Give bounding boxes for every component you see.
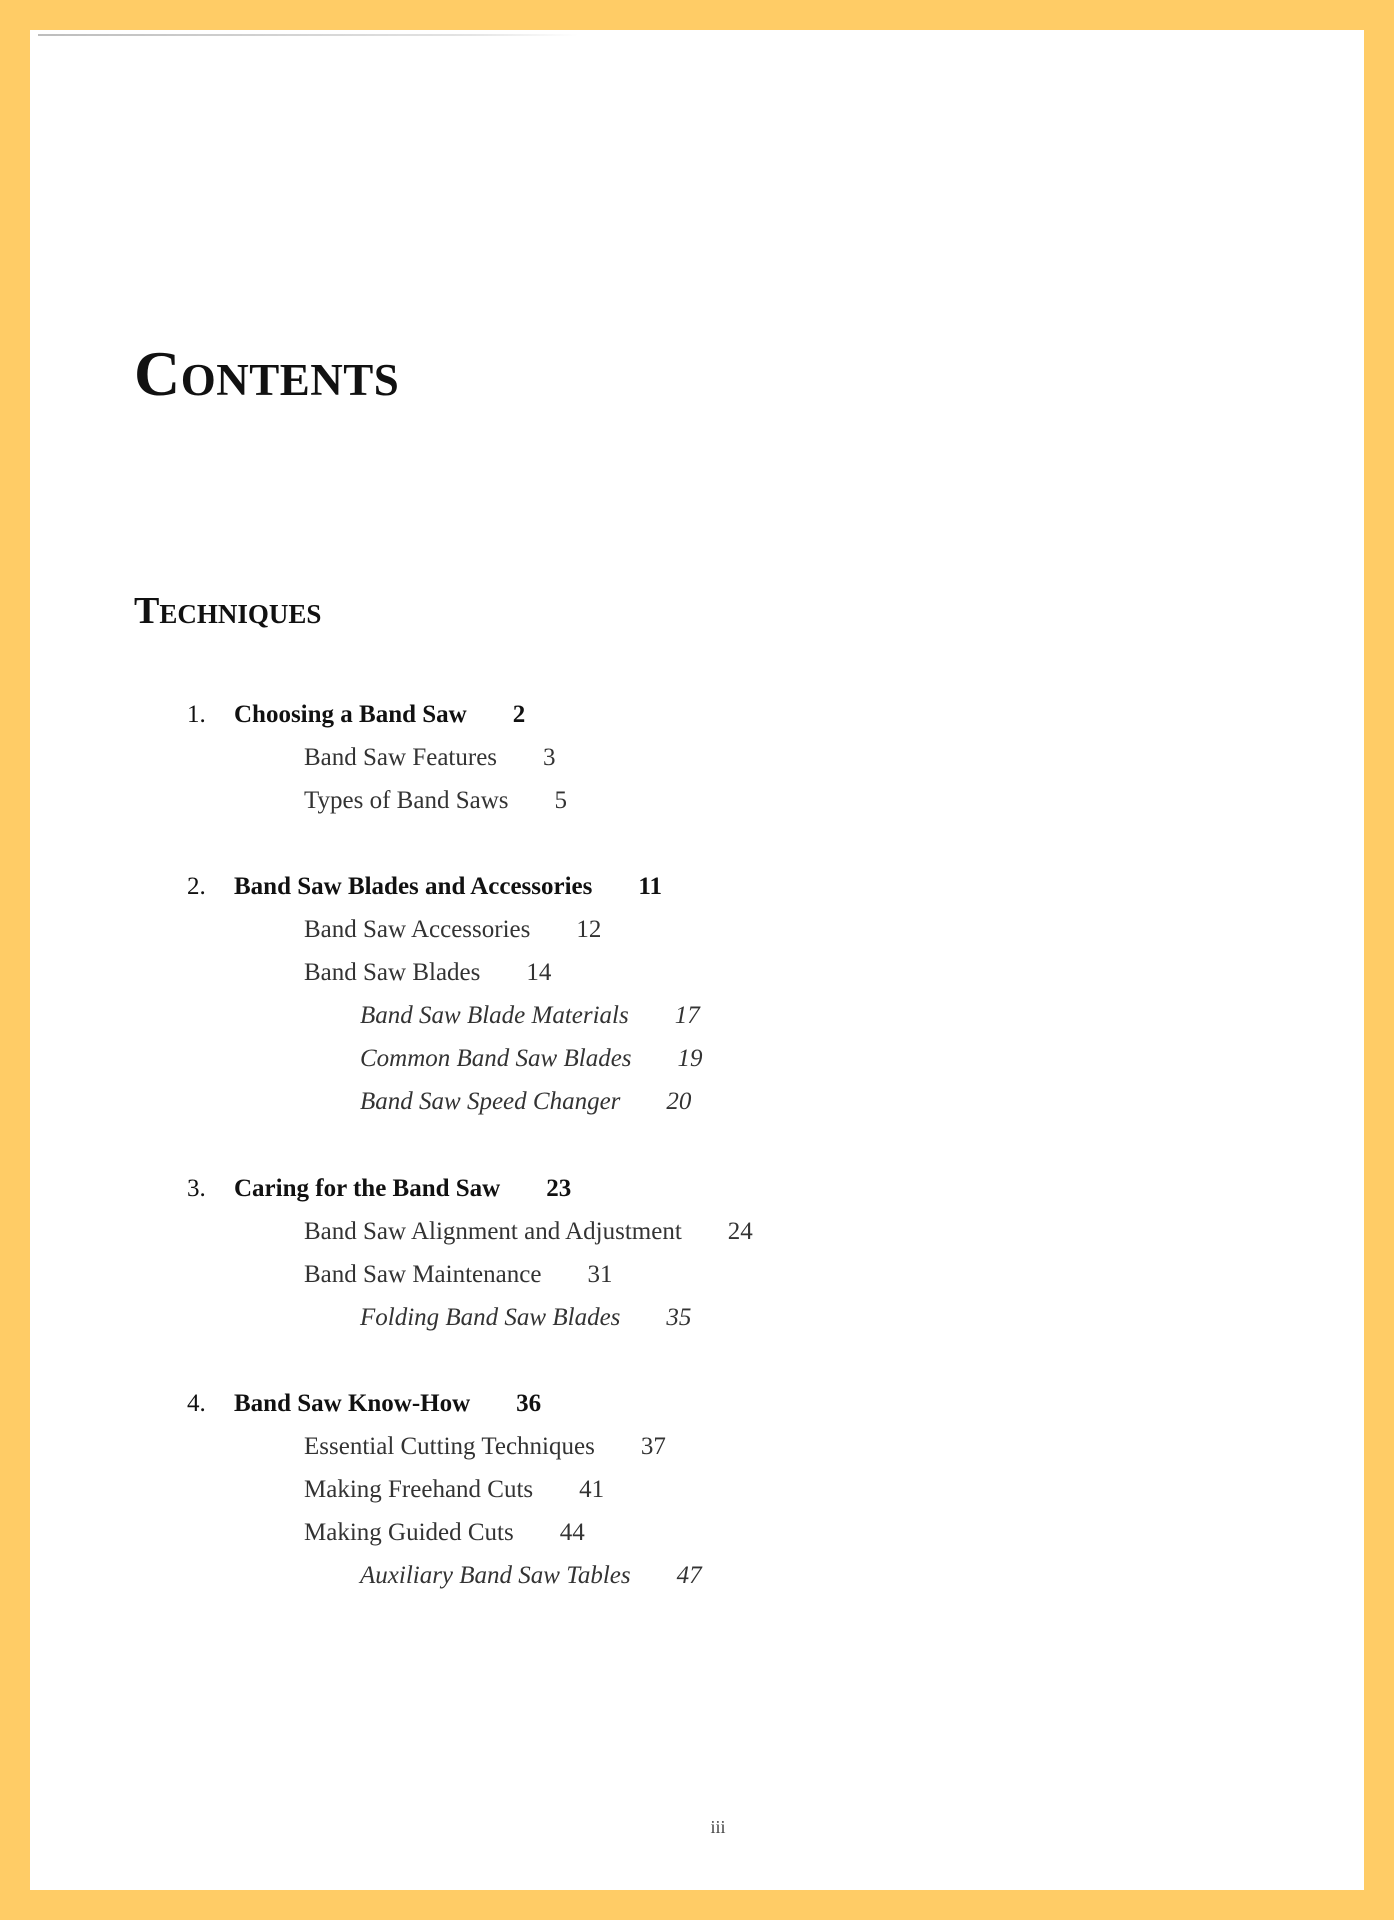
- toc-subentry[interactable]: [30, 1080, 1364, 1123]
- toc-entry[interactable]: [30, 1253, 1364, 1296]
- entry-title: Band Saw Accessories: [304, 916, 531, 943]
- entry-page: 20: [666, 1088, 692, 1115]
- entry-title: Auxiliary Band Saw Tables: [360, 1562, 631, 1589]
- entry-title: Band Saw Alignment and Adjustment: [304, 1218, 682, 1245]
- entry-title: Band Saw Maintenance: [304, 1261, 542, 1288]
- entry-page: 31: [587, 1261, 613, 1288]
- entry-page: 14: [526, 959, 552, 986]
- entry-page: 44: [559, 1519, 585, 1546]
- entry-title: Common Band Saw Blades: [360, 1045, 632, 1072]
- toc-entry[interactable]: [30, 1425, 1364, 1468]
- toc-chapter-heading[interactable]: [30, 1167, 1364, 1210]
- chapter-number: 4.: [187, 1390, 206, 1417]
- toc-entry[interactable]: [30, 908, 1364, 951]
- toc-subentry[interactable]: [30, 1037, 1364, 1080]
- entry-title: Essential Cutting Techniques: [304, 1433, 595, 1460]
- entry-page: 24: [727, 1218, 753, 1245]
- chapter-number: 1.: [187, 701, 206, 728]
- toc-subentry[interactable]: [30, 994, 1364, 1037]
- toc-chapter-heading[interactable]: [30, 693, 1364, 736]
- entry-page: 35: [666, 1304, 692, 1331]
- page-title: Contents: [134, 338, 400, 409]
- toc-subentry[interactable]: [30, 1554, 1364, 1597]
- entry-page: 37: [640, 1433, 666, 1460]
- entry-page: 47: [676, 1562, 702, 1589]
- page-number-label: iii: [710, 1817, 726, 1837]
- toc-chapter: [30, 1167, 1364, 1339]
- toc-chapter: [30, 865, 1364, 1123]
- chapter-number: 3.: [187, 1175, 206, 1202]
- entry-title: Band Saw Blade Materials: [360, 1002, 629, 1029]
- section-heading: Techniques: [134, 590, 322, 632]
- page-top-edge: [38, 34, 578, 36]
- page-number: [30, 1817, 1364, 1838]
- toc-entry[interactable]: [30, 779, 1364, 822]
- toc-entry[interactable]: [30, 1210, 1364, 1253]
- chapter-page: 36: [516, 1390, 542, 1417]
- toc-chapter: [30, 693, 1364, 822]
- document-page: [30, 30, 1364, 1890]
- chapter-title: Choosing a Band Saw: [234, 701, 467, 728]
- entry-title: Band Saw Blades: [304, 959, 481, 986]
- toc-chapter: [30, 1382, 1364, 1597]
- chapter-page: 23: [546, 1175, 572, 1202]
- entry-title: Band Saw Speed Changer: [360, 1088, 621, 1115]
- chapter-page: 2: [512, 701, 526, 728]
- entry-page: 12: [576, 916, 602, 943]
- entry-page: 3: [543, 744, 556, 771]
- entry-title: Making Guided Cuts: [304, 1519, 514, 1546]
- entry-title: Folding Band Saw Blades: [360, 1304, 621, 1331]
- toc-subentry[interactable]: [30, 1296, 1364, 1339]
- entry-page: 5: [554, 787, 567, 814]
- chapter-number: 2.: [187, 873, 206, 900]
- entry-title: Making Freehand Cuts: [304, 1476, 534, 1503]
- chapter-title: Caring for the Band Saw: [234, 1175, 501, 1202]
- toc-entry[interactable]: [30, 1468, 1364, 1511]
- chapter-page: 11: [638, 873, 663, 900]
- toc-chapter-heading[interactable]: [30, 865, 1364, 908]
- chapter-title: Band Saw Blades and Accessories: [234, 873, 593, 900]
- chapter-title: Band Saw Know-How: [234, 1390, 471, 1417]
- toc-entry[interactable]: [30, 736, 1364, 779]
- entry-page: 41: [579, 1476, 605, 1503]
- entry-page: 19: [677, 1045, 703, 1072]
- toc-chapter-heading[interactable]: [30, 1382, 1364, 1425]
- toc-entry[interactable]: [30, 951, 1364, 994]
- entry-title: Band Saw Features: [304, 744, 498, 771]
- entry-title: Types of Band Saws: [304, 787, 509, 814]
- entry-page: 17: [674, 1002, 700, 1029]
- toc-entry[interactable]: [30, 1511, 1364, 1554]
